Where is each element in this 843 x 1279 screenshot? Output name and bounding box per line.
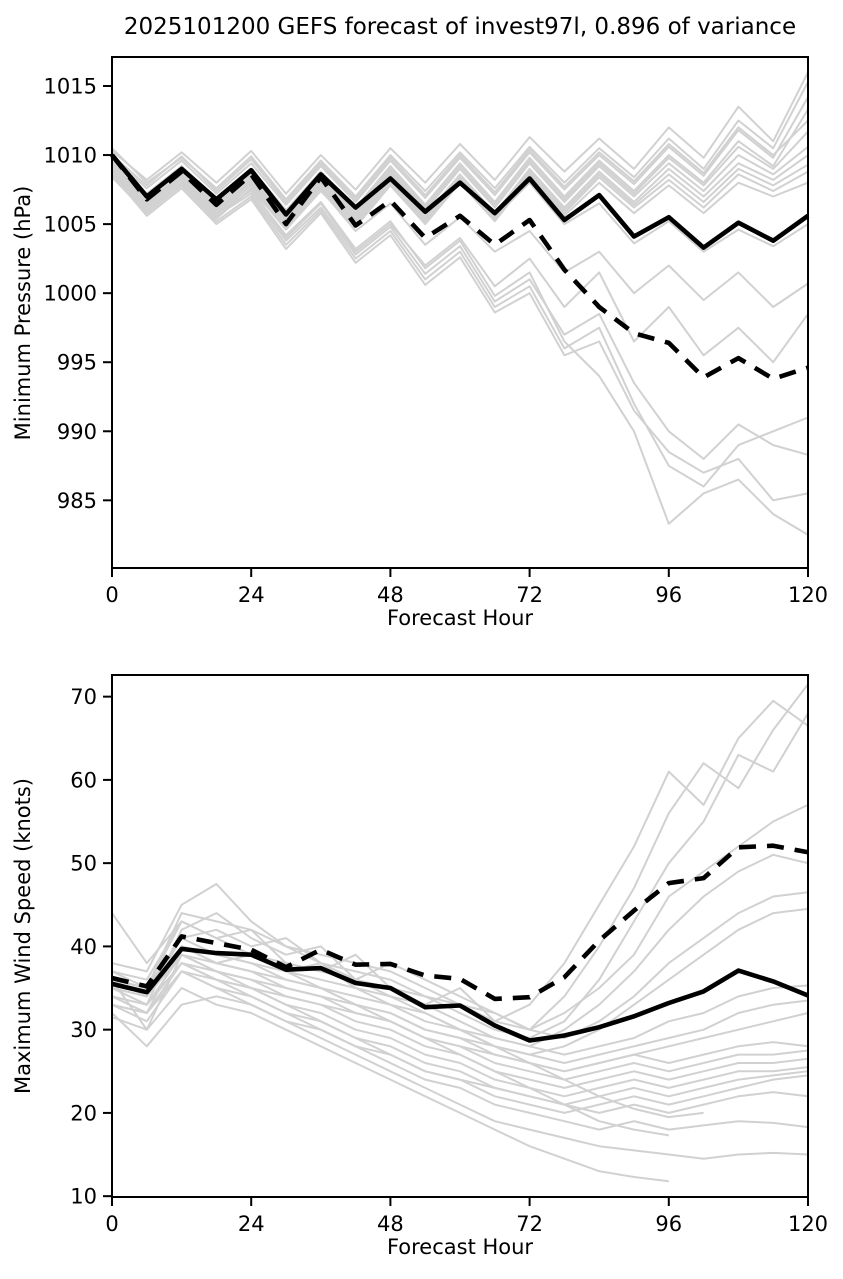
pressure-y-tick-label: 1005: [43, 212, 97, 237]
pressure-panel: [44, 57, 829, 607]
pressure-y-tick-label: 995: [56, 350, 97, 375]
wind-y-tick-label: 10: [70, 1184, 97, 1209]
wind-axes-box: [112, 675, 808, 1197]
wind-ensemble-member-line-17: [112, 955, 808, 1113]
figure-title: 2025101200 GEFS forecast of invest97l, 0.896 of variance: [123, 14, 797, 40]
wind-y-axis-label: Maximum Wind Speed (knots): [11, 778, 35, 1094]
wind-x-tick-label: 120: [787, 1212, 829, 1236]
pressure-y-tick-label: 1015: [43, 74, 97, 99]
wind-x-axis-label: Forecast Hour: [386, 1235, 534, 1259]
wind-x-tick-label: 0: [105, 1212, 119, 1236]
pressure-x-tick-label: 0: [105, 583, 119, 607]
wind-ensemble-member-line-19: [112, 971, 808, 1158]
pressure-y-tick-label: 1000: [43, 281, 97, 306]
wind-x-tick-label: 24: [237, 1212, 265, 1236]
wind-ensemble-member-line-1: [112, 701, 808, 1022]
pressure-ensemble-member-line-18: [112, 174, 808, 500]
pressure-y-tick-label: 1010: [43, 143, 97, 168]
pressure-x-tick-label: 24: [237, 583, 265, 607]
wind-x-tick-label: 48: [377, 1212, 404, 1236]
wind-x-tick-label: 72: [516, 1212, 543, 1236]
pressure-y-tick-label: 985: [56, 488, 97, 513]
wind-y-tick-label: 70: [70, 685, 97, 710]
wind-y-tick-label: 60: [70, 768, 97, 793]
pressure-x-tick-label: 120: [787, 583, 829, 607]
panels-group: [44, 57, 829, 1236]
wind-x-tick-label: 96: [655, 1212, 683, 1236]
wind-y-tick-label: 50: [70, 851, 97, 876]
wind-y-tick-label: 20: [70, 1101, 97, 1126]
wind-y-tick-label: 30: [70, 1018, 97, 1043]
pressure-x-tick-label: 96: [655, 583, 683, 607]
pressure-axes-box: [112, 57, 808, 568]
wind-ensemble-member-line-2: [112, 684, 808, 1029]
pressure-x-tick-label: 72: [516, 583, 543, 607]
pressure-x-tick-label: 48: [377, 583, 404, 607]
wind-panel: [70, 675, 828, 1236]
pressure-y-axis-label: Minimum Pressure (hPa): [11, 185, 35, 441]
wind-y-tick-label: 40: [70, 934, 97, 959]
wind-ensemble-member-line-20: [112, 988, 669, 1181]
pressure-y-tick-label: 990: [56, 419, 97, 444]
pressure-x-axis-label: Forecast Hour: [386, 606, 534, 630]
